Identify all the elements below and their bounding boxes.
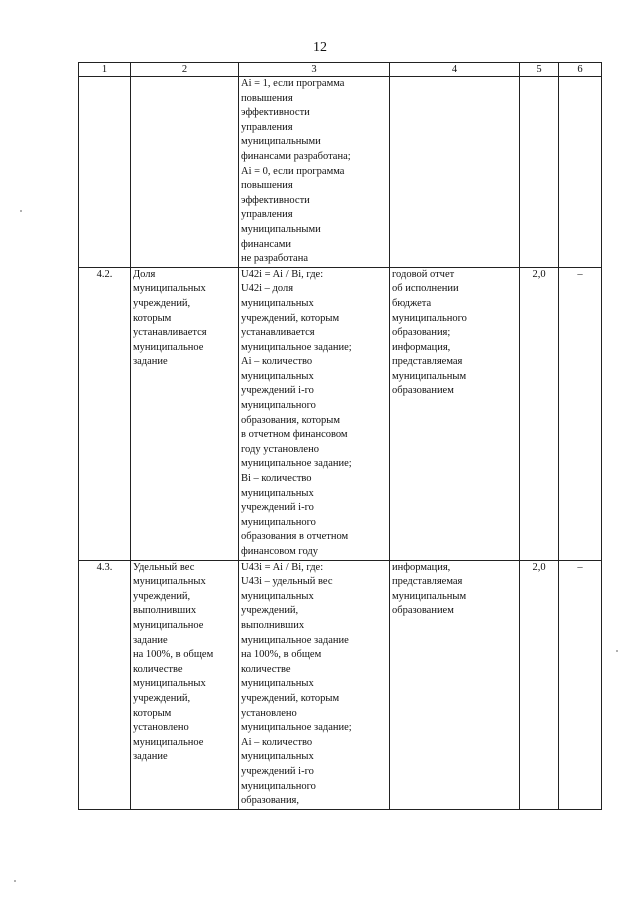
cell-text-line: муниципальное задание;	[241, 722, 352, 734]
cell-text-line: повышения	[241, 92, 293, 104]
cell-text-line: учреждений i-го	[241, 385, 314, 397]
cell-text-line: в отчетном финансовом	[241, 429, 348, 441]
cell-text-line: учреждений,	[133, 297, 191, 309]
cell-text-line: эффективности	[241, 194, 310, 206]
cell-text-line: муниципальными	[241, 136, 321, 148]
cell-text-line: управления	[241, 209, 293, 221]
cell-text-line: муниципальное	[133, 341, 204, 353]
cell-number	[79, 77, 131, 268]
cell-text-line: которым	[133, 707, 172, 719]
scan-speck	[616, 650, 618, 652]
cell-text-line: U42i – доля	[241, 283, 294, 295]
cell-text-line: финансами	[241, 238, 292, 250]
scan-speck	[14, 880, 16, 882]
cell-weight: 2,0	[520, 267, 559, 560]
cell-text-line: муниципальное	[133, 736, 204, 748]
cell-text-line: муниципальных	[133, 678, 206, 690]
cell-text-line: устанавливается	[133, 327, 207, 339]
cell-text-line: муниципальных	[241, 297, 314, 309]
cell-text-line: управления	[241, 121, 293, 133]
cell-text-line: муниципальных	[133, 283, 206, 295]
cell-text-line: муниципальное задание;	[241, 341, 352, 353]
cell-text-line: финансовом году	[241, 546, 319, 557]
column-header-2: 2	[131, 63, 239, 77]
cell-text-line: Bi – количество	[241, 473, 312, 485]
cell-text-line: Ai = 1, если программа	[241, 78, 345, 89]
cell-text-line: учреждений,	[241, 605, 299, 617]
cell-source	[390, 77, 520, 268]
cell-text-line: повышения	[241, 180, 293, 192]
cell-text-line: учреждений i-го	[241, 765, 314, 777]
cell-text-line: об исполнении	[392, 283, 459, 295]
cell-text-line: на 100%, в общем	[133, 649, 214, 661]
cell-text-line: количестве	[133, 663, 183, 675]
cell-note	[559, 77, 602, 268]
cell-text-line: задание	[133, 751, 168, 763]
cell-indicator-name	[131, 560, 239, 809]
scan-speck	[20, 210, 22, 212]
cell-text-line: Ai – количество	[241, 356, 313, 368]
column-header-5: 5	[520, 63, 559, 77]
cell-indicator-name	[131, 77, 239, 268]
cell-text-line: эффективности	[241, 107, 310, 119]
cell-text-line: устанавливается	[241, 327, 315, 339]
cell-text-line: муниципальных	[241, 590, 314, 602]
cell-text-line: муниципального	[241, 516, 316, 528]
cell-text-line: учреждений,	[133, 692, 191, 704]
cell-source	[390, 560, 520, 809]
table-body	[79, 77, 602, 810]
cell-text-line: муниципального	[241, 780, 316, 792]
cell-text-line: которым	[133, 312, 172, 324]
cell-text-line: не разработана	[241, 253, 308, 265]
cell-text-line: муниципальное задание;	[241, 458, 352, 470]
table-header-row	[79, 63, 602, 77]
column-header-4: 4	[390, 63, 520, 77]
table-row-continuation	[79, 77, 602, 268]
cell-text-line: U42i = Ai / Bi, где:	[241, 268, 324, 280]
cell-text-line: U43i – удельный вес	[241, 576, 333, 588]
cell-text-line: учреждений, которым	[241, 312, 340, 324]
cell-text-line: финансами разработана;	[241, 150, 351, 162]
cell-text-line: муниципального	[392, 312, 467, 324]
cell-text-line: образования;	[392, 327, 451, 339]
table-row-4-2	[79, 267, 602, 560]
cell-formula	[239, 560, 390, 809]
cell-text-line: муниципальных	[241, 678, 314, 690]
cell-text-line: образования в отчетном	[241, 531, 349, 543]
cell-text-line: учреждений i-го	[241, 502, 314, 514]
cell-text-line: муниципальных	[241, 487, 314, 499]
cell-text-line: выполнивших	[241, 619, 305, 631]
cell-formula	[239, 77, 390, 268]
cell-text-line: муниципальных	[133, 576, 206, 588]
cell-text-line: муниципальное	[133, 619, 204, 631]
cell-weight	[520, 77, 559, 268]
cell-text-line: выполнивших	[133, 605, 197, 617]
column-header-3: 3	[239, 63, 390, 77]
cell-text-line: учреждений, которым	[241, 692, 340, 704]
cell-text-line: году установлено	[241, 443, 319, 455]
cell-text-line: муниципальными	[241, 223, 321, 235]
cell-text-line: учреждений,	[133, 590, 191, 602]
cell-text-line: образования,	[241, 795, 300, 807]
cell-text-line: Ai = 0, если программа	[241, 165, 345, 177]
cell-text-line: информация,	[392, 561, 451, 573]
cell-text-line: Удельный вес	[133, 561, 195, 573]
cell-text-line: образования, которым	[241, 414, 340, 426]
cell-text-line: представляемая	[392, 356, 463, 368]
cell-text-line: муниципальное задание	[241, 634, 349, 646]
column-header-6: 6	[559, 63, 602, 77]
cell-indicator-name	[131, 267, 239, 560]
cell-text-line: Ai – количество	[241, 736, 313, 748]
cell-text-line: Доля	[133, 268, 156, 280]
cell-text-line: количестве	[241, 663, 291, 675]
indicator-table	[78, 62, 602, 810]
cell-note: –	[559, 267, 602, 560]
page-number: 12	[313, 40, 327, 55]
cell-number: 4.3.	[79, 560, 131, 809]
cell-text-line: представляемая	[392, 576, 463, 588]
cell-weight: 2,0	[520, 560, 559, 809]
cell-text-line: задание	[133, 356, 168, 368]
cell-text-line: годовой отчет	[392, 268, 455, 280]
cell-text-line: информация,	[392, 341, 451, 353]
cell-text-line: муниципальным	[392, 370, 467, 382]
column-header-1: 1	[79, 63, 131, 77]
cell-number: 4.2.	[79, 267, 131, 560]
cell-text-line: установлено	[133, 722, 189, 734]
cell-note: –	[559, 560, 602, 809]
cell-text-line: U43i = Ai / Bi, где:	[241, 561, 324, 573]
cell-source	[390, 267, 520, 560]
cell-text-line: образованием	[392, 605, 454, 617]
cell-text-line: муниципальных	[241, 370, 314, 382]
cell-formula	[239, 267, 390, 560]
cell-text-line: муниципальным	[392, 590, 467, 602]
cell-text-line: задание	[133, 634, 168, 646]
cell-text-line: на 100%, в общем	[241, 649, 322, 661]
cell-text-line: установлено	[241, 707, 297, 719]
cell-text-line: муниципального	[241, 400, 316, 412]
table-row-4-3	[79, 560, 602, 809]
cell-text-line: бюджета	[392, 297, 432, 309]
cell-text-line: муниципальных	[241, 751, 314, 763]
cell-text-line: образованием	[392, 385, 454, 397]
